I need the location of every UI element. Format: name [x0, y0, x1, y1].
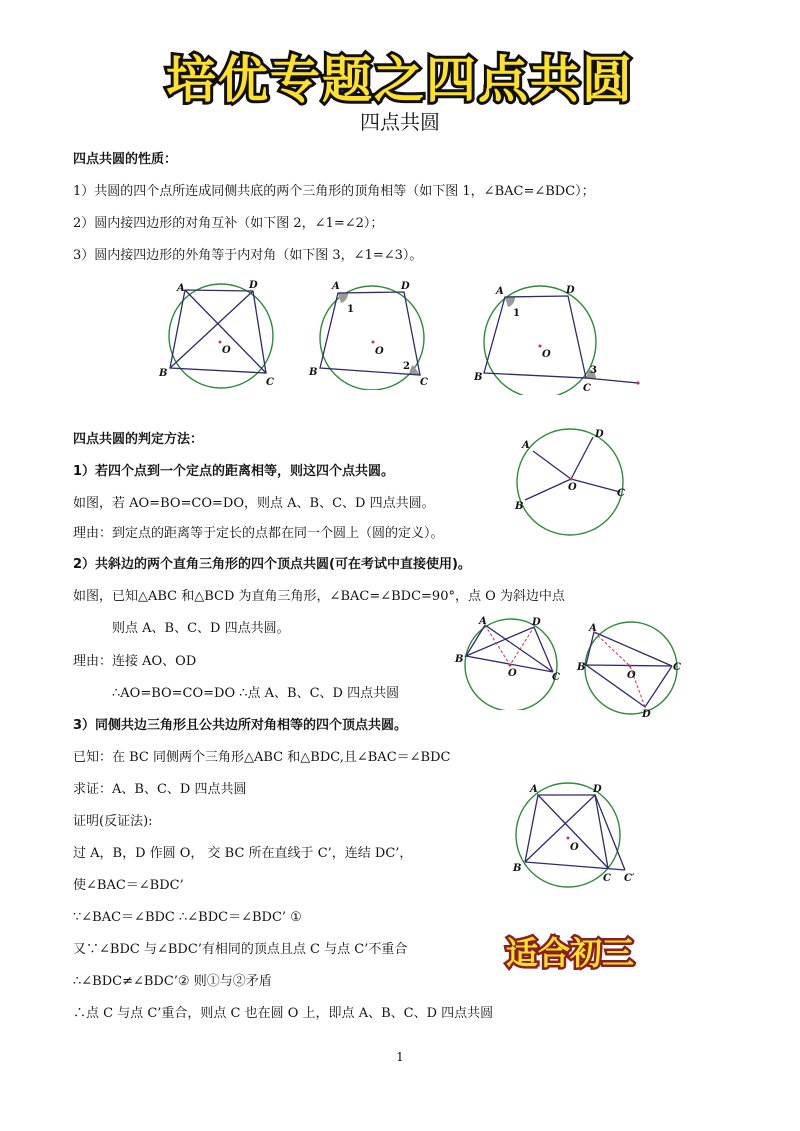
figure-5-label-c: C [552, 672, 560, 683]
figure-7-diagram [505, 778, 655, 893]
method-1-title: 1）若四个点到一个定点的距离相等，则这四个点共圆。 [73, 464, 395, 479]
figure-3-label-1: 1 [513, 308, 520, 319]
figure-7-center [567, 837, 570, 840]
figure-7-label-b: B [513, 863, 522, 874]
method-3-prove: 求证：A、B、C、D 四点共圆 [73, 782, 247, 797]
property-3: 3）圆内接四边形的外角等于内对角（如下图 3，∠1=∠3）。 [73, 248, 423, 263]
figure-6-label-o: O [627, 670, 636, 681]
method-1-line-2: 理由：到定点的距离等于定长的点都在同一个圆上（圆的定义）。 [73, 526, 444, 541]
method-2-line-3: 理由：连接 AO、OD [73, 654, 197, 669]
figure-4-segment-od [571, 437, 593, 479]
method-3-step-2: 使∠BAC＝∠BDC’ [73, 878, 184, 893]
figure-2-label-d: D [401, 281, 410, 292]
figure-6-label-c: C [673, 662, 681, 673]
figure-4-label-d: D [595, 429, 604, 440]
main-title: 培优专题之四点共圆 [166, 51, 634, 109]
method-3-step-1: 过 A，B，D 作圆 O， 交 BC 所在直线于 C’，连结 DC’， [73, 846, 413, 861]
figure-4-center [570, 478, 573, 481]
figure-3-label-d: D [566, 285, 575, 296]
figure-1-label-a: A [177, 283, 185, 294]
method-2-line-1: 如图，已知△ABC 和△BCD 为直角三角形，∠BAC=∠BDC=90°，点 O 为斜边中点 [73, 589, 565, 604]
figure-6-label-b: B [577, 662, 586, 673]
method-1-line-1: 如图，若 AO=BO=CO=DO，则点 A、B、C、D 四点共圆。 [73, 496, 435, 511]
figure-2-center [372, 341, 375, 344]
properties-heading: 四点共圆的性质： [73, 152, 178, 167]
figure-3-label-c: C [583, 383, 591, 394]
figure-7-triangle-dbc [525, 795, 608, 868]
method-3-given: 已知：在 BC 同侧两个三角形△ABC 和△BDC,且∠BAC＝∠BDC [73, 750, 451, 765]
figure-2-angle-1 [338, 293, 348, 303]
figure-5-label-a: A [479, 616, 487, 627]
figure-6-label-d: D [642, 709, 651, 720]
figure-3-label-b: B [474, 372, 483, 383]
figure-1-center [219, 341, 222, 344]
figure-4-label-c: C [617, 488, 625, 499]
figure-7-label-d: D [593, 784, 602, 795]
figure-1-diagonal-ac [185, 290, 266, 373]
figure-3-extension-end [636, 381, 639, 384]
figure-3-label-o: O [542, 349, 551, 360]
subtitle: 四点共圆 [360, 110, 440, 134]
figure-4-label-b: B [515, 501, 524, 512]
figure-6-diagram [576, 620, 691, 720]
figure-5-label-o: O [508, 668, 517, 679]
property-2: 2）圆内接四边形的对角互补（如下图 2，∠1=∠2）； [73, 216, 384, 231]
figure-7-label-c-prime: C′ [624, 873, 635, 884]
figure-3-quad [484, 296, 586, 378]
figure-1-label-b: B [159, 368, 168, 379]
figure-1-label-c: C [266, 377, 274, 388]
figure-1-diagram [150, 278, 290, 390]
figure-5-diagram [452, 615, 567, 710]
figure-2-label-o: O [375, 346, 384, 357]
figure-4-segment-ob [525, 479, 571, 500]
figure-2-label-b: B [309, 367, 318, 378]
figure-3-circle [484, 286, 596, 395]
figure-3-extension [586, 378, 638, 383]
figure-2-diagram [305, 275, 440, 390]
methods-heading: 四点共圆的判定方法： [73, 432, 204, 447]
figure-2-label-1: 1 [347, 304, 354, 315]
figure-3-diagram [470, 280, 650, 395]
figure-4-label-o: O [568, 482, 577, 493]
figure-6-label-a: A [589, 623, 597, 634]
figure-4-segment-oc [571, 479, 620, 492]
grade-badge: 适合初三 [505, 934, 634, 972]
figure-3-angle-1 [505, 297, 515, 307]
method-3-step-6: ∴点 C 与点 C’重合，则点 C 也在圆 O 上，即点 A、B、C、D 四点共圆 [73, 1006, 494, 1021]
figure-4-segment-oa [533, 451, 571, 479]
figure-5-label-b: B [455, 654, 464, 665]
method-2-line-2: 则点 A、B、C、D 四点共圆。 [112, 621, 290, 636]
figure-7-circle [516, 783, 620, 887]
method-3-title: 3）同侧共边三角形且公共边所对角相等的四个顶点共圆。 [73, 718, 408, 733]
figure-2-label-2: 2 [403, 361, 410, 372]
figure-2-label-a: A [332, 281, 340, 292]
figure-5-center [509, 664, 512, 667]
figure-6-center [629, 665, 632, 668]
figure-4-label-a: A [522, 440, 530, 451]
figure-3-center [539, 345, 542, 348]
figure-5-label-d: D [532, 617, 541, 628]
figure-7-label-a: A [530, 784, 538, 795]
figure-2-label-c: C [420, 377, 428, 388]
method-3-step-3: ∵∠BAC＝∠BDC ∴∠BDC＝∠BDC’ ① [73, 910, 302, 925]
method-2-line-4: ∴AO=BO=CO=DO ∴点 A、B、C、D 四点共圆 [112, 686, 400, 701]
figure-1-label-d: D [249, 280, 258, 291]
figure-7-triangle-abc [525, 795, 608, 868]
method-3-step-4: 又∵∠BDC 与∠BDC’有相同的顶点且点 C 与点 C’不重合 [73, 942, 408, 957]
method-2-title: 2）共斜边的两个直角三角形的四个顶点共圆(可在考试中直接使用)。 [73, 557, 471, 572]
method-3-proof-title: 证明(反证法): [73, 814, 153, 829]
figure-1-label-o: O [222, 345, 231, 356]
figure-7-label-o: O [570, 842, 579, 853]
figure-7-label-c: C [603, 873, 611, 884]
figure-3-label-a: A [496, 286, 504, 297]
figure-3-label-3: 3 [590, 365, 597, 376]
property-1: 1）共圆的四个点所连成同侧共底的两个三角形的顶角相等（如下图 1，∠BAC=∠BDC）； [73, 184, 595, 199]
figure-1-quad [170, 290, 266, 373]
page-number: 1 [396, 1050, 404, 1064]
figure-4-diagram [505, 425, 640, 540]
method-3-step-5: ∴∠BDC≠∠BDC’② 则①与②矛盾 [73, 974, 272, 989]
